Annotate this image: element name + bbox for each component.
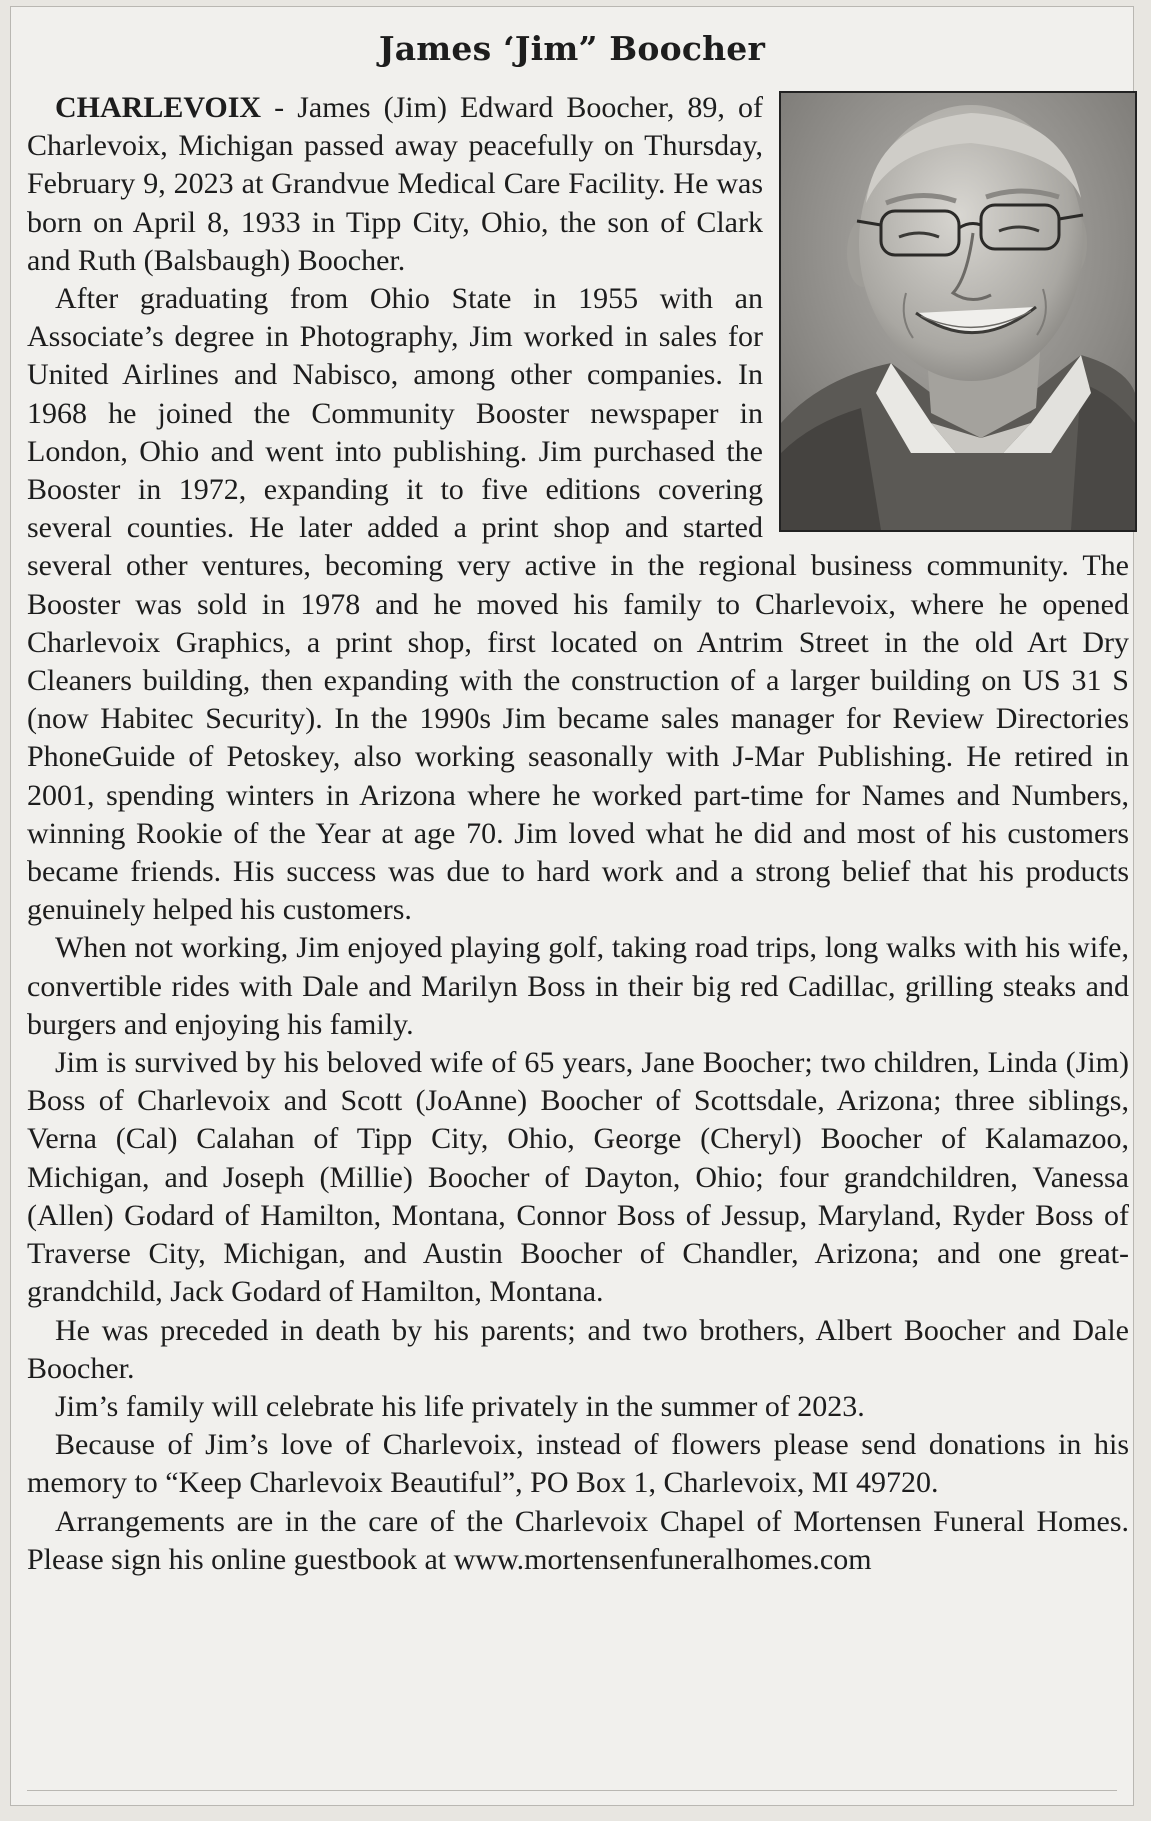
paragraph-4: Jim is survived by his beloved wife of 65 years, Jane Boocher; two children, Linda (Jim) Boss of Charlevoix and Scott (JoAnne) Boocher of Scottsdale, Arizona; three siblings, Verna (Cal) Calahan of Tipp City, Ohio, George (Cheryl) Boocher of Kalamazoo, Michigan, and Joseph (Millie) Boocher of Dayton, Ohio; four grandchildren, Vanessa (Allen) Godard of Hamilton, Montana, Connor Boss of Jessup, Maryland, Ryder Boss of Traverse City, Michigan, and Austin Boocher of Chandler, Arizona; and one great-grandchild, Jack Godard of Hamilton, Montana. [27,1046,1129,1309]
paragraph-6: Jim’s family will celebrate his life privately in the summer of 2023. [55,1389,865,1423]
paragraph-7: Because of Jim’s love of Charlevoix, instead of flowers please send donations in his memory to “Keep Charlevoix Beautiful”, PO Box 1, Charlevoix, MI 49720. [27,1428,1129,1500]
obituary-headline: James ‘Jim” Boocher [378,29,766,68]
paragraph-3: When not working, Jim enjoyed playing golf, taking road trips, long walks with his wife, convertible rides with Dale and Marilyn Boss in their big red Cadillac, grilling steaks and burgers and enjoying his family. [27,931,1129,1041]
obituary-clipping [10,6,1134,1806]
obituary-body [27,89,1129,1579]
paragraph-8: Arrangements are in the care of the Charlevoix Chapel of Mortensen Funeral Homes. Please sign his online guestbook at www.mortensenfuneralhomes.com [27,1504,1129,1576]
paragraph-2: After graduating from Ohio State in 1955 with an Associate’s degree in Photography, Jim worked in sales for United Airlines and Nabisco, among other companies. In 1968 he joined the Community Booster newspaper in London, Ohio and went into publishing. Jim purchased the Booster in 1972, expanding it to five editions covering several counties. He later added a print shop and started several other ventures, becoming very active in the regional business community. The Booster was sold in 1978 and he moved his family to Charlevoix, where he opened Charlevoix Graphics, a print shop, first located on Antrim Street in the old Art Dry Cleaners building, then expanding with the construction of a larger building on US 31 S (now Habitec Security). In the 1990s Jim became sales manager for Review Directories PhoneGuide of Petoskey, also working seasonally with J-Mar Publishing. He retired in 2001, spending winters in Arizona where he worked part-time for Names and Numbers, winning Rookie of the Year at age 70. Jim loved what he did and most of his customers became friends. His success was due to hard work and a strong belief that his products genuinely helped his customers. [27,282,1129,927]
paragraph-1-text: - James (Jim) Edward Boocher, 89, of Charlevoix, Michigan passed away peacefully on Thursday, February 9, 2023 at Grandvue Medical Care Facility. He was born on April 8, 1933 in Tipp City, Ohio, the son of Clark and Ruth (Balsbaugh) Boocher. [27,91,763,277]
dateline: CHARLEVOIX [55,91,262,124]
bottom-rule [27,1790,1117,1791]
paragraph-5: He was preceded in death by his parents; and two brothers, Albert Boocher and Dale Boocher. [27,1313,1129,1385]
photo-float-spacer [763,89,1129,534]
